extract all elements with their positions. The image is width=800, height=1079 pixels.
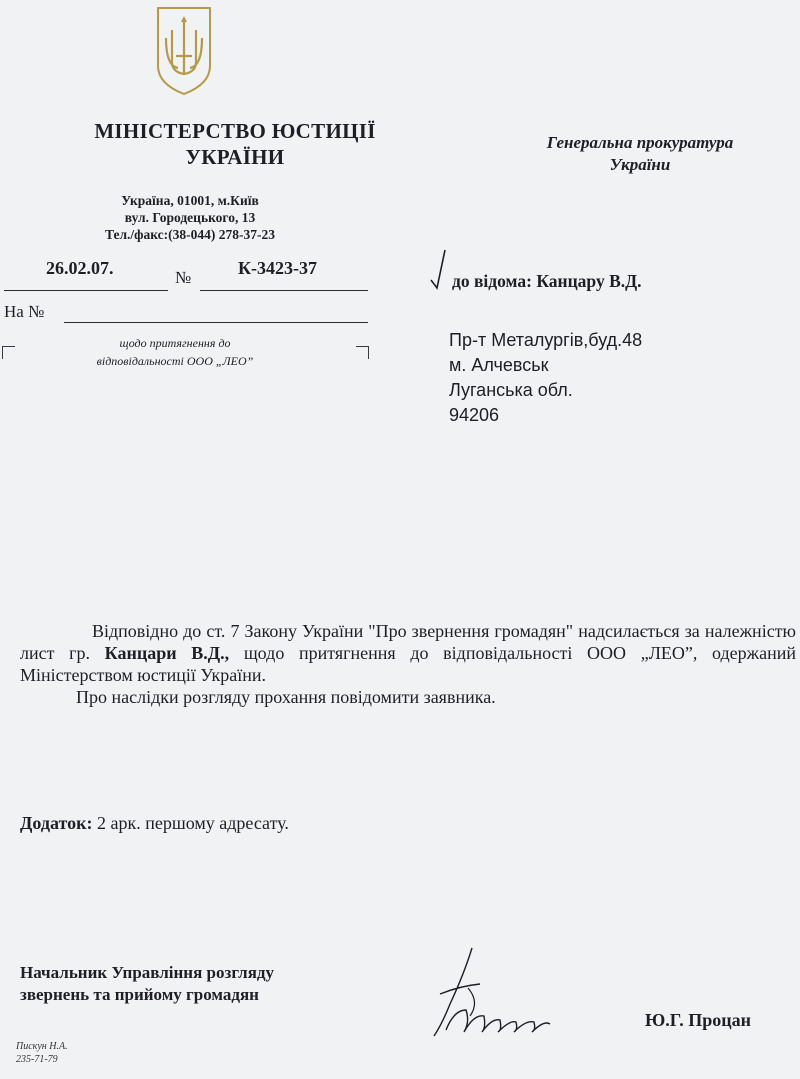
appendix-text: 2 арк. першому адресату.	[92, 813, 289, 833]
recipient-address-line: м. Алчевськ	[449, 355, 549, 375]
recipient-line2: України	[609, 155, 671, 174]
subject-line1: щодо притягнення до	[119, 336, 231, 350]
ministry-name-line1: МІНІСТЕРСТВО ЮСТИЦІЇ	[94, 119, 376, 143]
recipient-address-line: Пр-т Металургів,буд.48	[449, 330, 643, 350]
subject	[20, 334, 330, 370]
outgoing-number: К-3423-37	[238, 258, 318, 278]
ministry-name	[0, 118, 470, 170]
letter-body	[20, 620, 796, 708]
signatory-title-line1: Начальник Управління розгляду	[20, 963, 275, 982]
recipient-address-line: Луганська обл.	[449, 380, 573, 400]
subject-corner-left	[2, 346, 15, 359]
recipient	[490, 132, 790, 176]
ministry-name-line2: УКРАЇНИ	[185, 145, 285, 169]
address-line2: вул. Городецького, 13	[124, 210, 256, 225]
subject-line2: відповідальності ООО „ЛЕО”	[96, 354, 254, 368]
outgoing-date: 26.02.07.	[46, 258, 114, 278]
executor-phone: 235-71-79	[16, 1054, 58, 1065]
recipient-address	[449, 328, 642, 428]
check-mark-icon	[428, 246, 450, 290]
recipient-address-line: 94206	[449, 405, 500, 425]
attention-line: до відома: Канцару В.Д.	[452, 271, 642, 291]
executor-name: Пискун Н.А.	[16, 1041, 68, 1052]
number-label: №	[175, 268, 192, 287]
trident-emblem-icon	[152, 4, 216, 96]
subject-corner-right	[356, 346, 369, 359]
ministry-address	[0, 192, 380, 243]
citizen-name: Канцари В.Д.,	[104, 643, 230, 663]
address-line3: Тел./факс:(38-044) 278-37-23	[104, 227, 276, 242]
body-text: щодо притягнення до відповідальності ООО „ЛЕО”, одержаний Міністерством юстиції України.	[20, 643, 796, 685]
handwritten-signature	[420, 944, 580, 1040]
signatory-title	[20, 962, 274, 1006]
date-underline	[4, 290, 168, 291]
body-paragraph-1	[20, 620, 796, 686]
signatory-title-line2: звернень та прийому громадян	[20, 985, 259, 1004]
reference-underline	[64, 322, 368, 323]
number-underline	[200, 290, 368, 291]
body-paragraph-2: Про наслідки розгляду прохання повідомити заявника.	[76, 687, 496, 707]
signatory-name: Ю.Г. Процан	[645, 1010, 751, 1030]
body-text: Відповідно до ст. 7 Закону України "Про звернення громадян" надсилається за належністю лист гр.	[20, 621, 796, 663]
address-line1: Україна, 01001, м.Київ	[121, 193, 259, 208]
recipient-line1: Генеральна прокуратура	[546, 133, 734, 152]
appendix	[20, 813, 289, 834]
executor-info	[16, 1040, 68, 1066]
appendix-label: Додаток:	[20, 813, 93, 833]
reference-number-label: На №	[4, 302, 45, 321]
